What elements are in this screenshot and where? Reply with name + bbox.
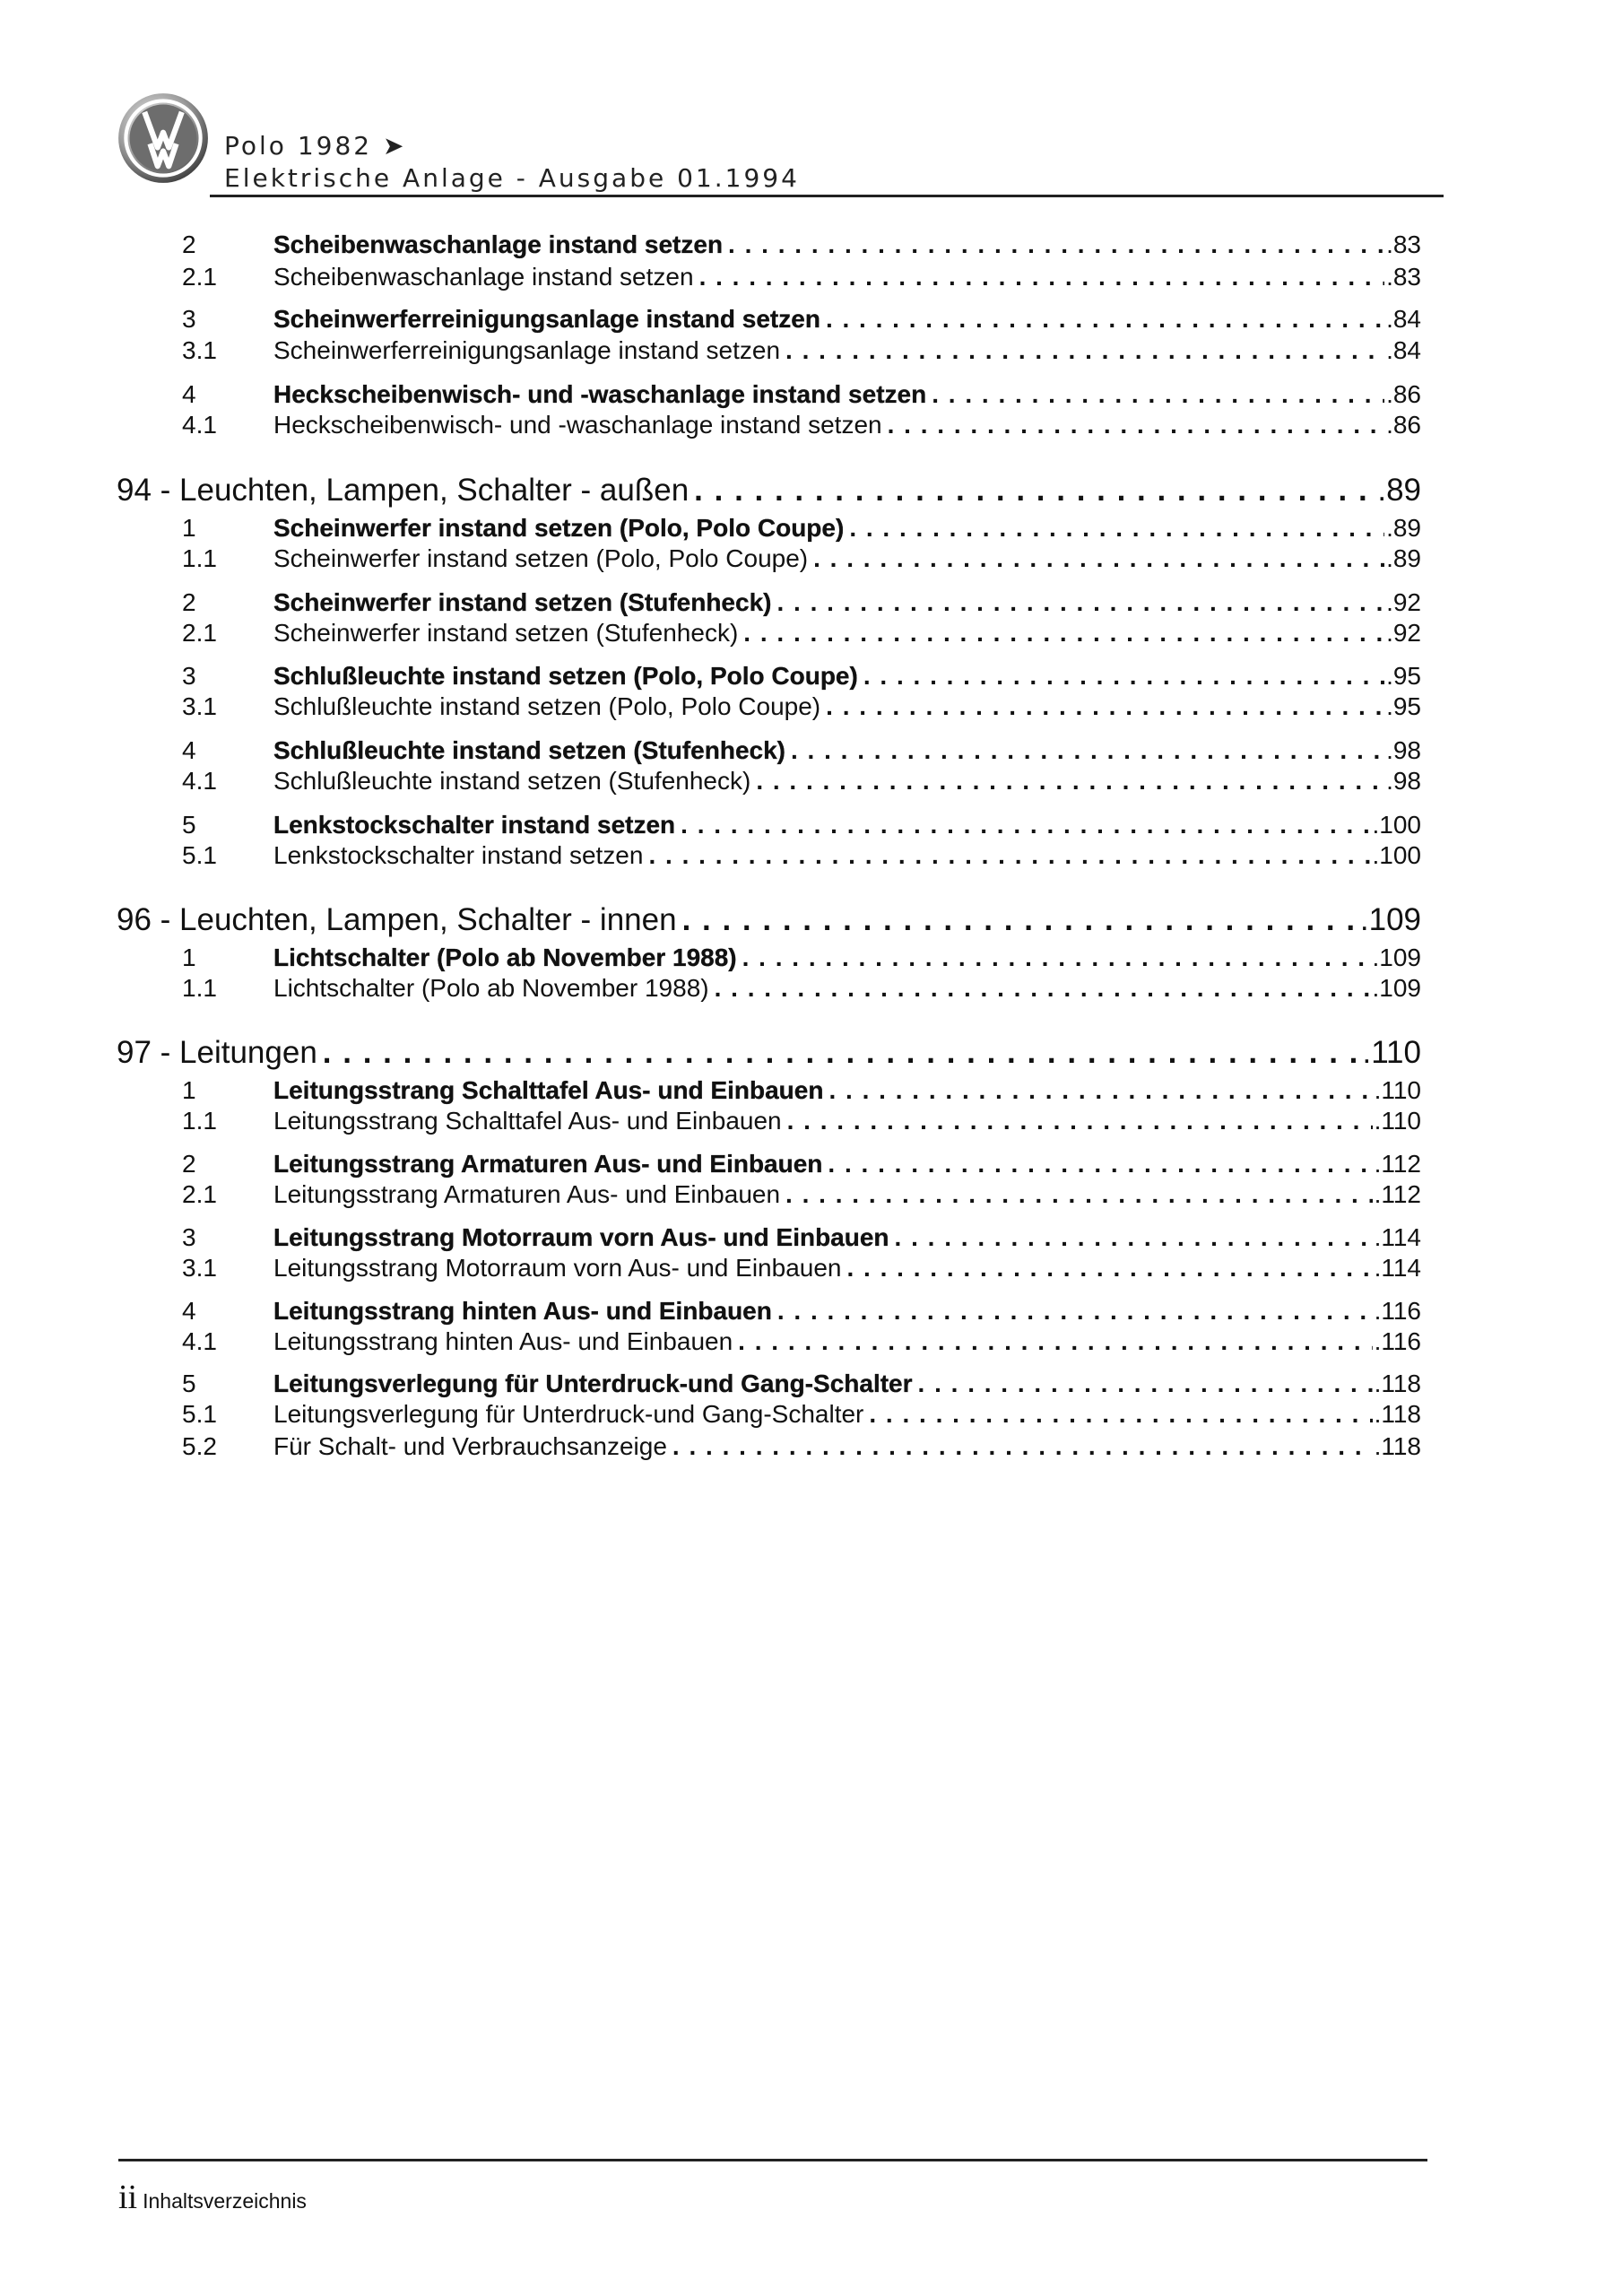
toc-entry-title: Lichtschalter (Polo ab November 1988) — [273, 974, 709, 1002]
header-divider — [210, 195, 1444, 197]
toc-entry[interactable] — [182, 841, 1421, 877]
toc-dot-leader — [895, 1223, 1373, 1252]
toc-entry-number: 4.1 — [182, 1327, 217, 1355]
toc-entry-title: Leitungsstrang hinten Aus- und Einbauen — [273, 1327, 733, 1355]
toc-entry-number: 1.1 — [182, 544, 217, 572]
toc-entry-page: .110 — [1362, 1035, 1421, 1070]
toc-dot-leader — [918, 1370, 1373, 1398]
toc-dot-leader — [682, 902, 1358, 938]
toc-entry-number: 1 — [182, 514, 196, 542]
toc-dot-leader — [863, 662, 1384, 691]
toc-dot-leader — [323, 1035, 1361, 1071]
toc-chapter-entry[interactable] — [117, 902, 1421, 938]
toc-dot-leader — [826, 305, 1384, 334]
toc-entry-page: .110 — [1374, 1076, 1421, 1104]
toc-entry-page: .89 — [1377, 473, 1421, 508]
toc-entry-title: 94 - Leuchten, Lampen, Schalter - außen — [117, 473, 690, 508]
toc-entry-page: .84 — [1386, 305, 1421, 333]
toc-entry-page: .86 — [1386, 380, 1421, 408]
toc-entry-number: 1 — [182, 1076, 196, 1104]
toc-entry-page: .86 — [1386, 411, 1421, 439]
toc-entry[interactable] — [182, 974, 1421, 1010]
toc-entry-number: 4 — [182, 1297, 196, 1325]
toc-entry-number: 1 — [182, 944, 196, 971]
toc-entry-title: Heckscheibenwisch- und -waschanlage instand setzen — [273, 411, 882, 439]
toc-entry[interactable] — [182, 1327, 1421, 1363]
toc-entry-page: .116 — [1374, 1327, 1421, 1355]
toc-entry-page: .92 — [1386, 619, 1421, 647]
footer-label: Inhaltsverzeichnis — [143, 2189, 307, 2213]
toc-entry-page: .118 — [1374, 1370, 1421, 1397]
toc-entry-page: .92 — [1386, 588, 1421, 616]
toc-dot-leader — [672, 1432, 1373, 1461]
toc-entry-number: 3.1 — [182, 1254, 217, 1282]
toc-dot-leader — [847, 1254, 1373, 1283]
toc-entry-title: Scheinwerfer instand setzen (Polo, Polo Coupe) — [273, 514, 845, 542]
toc-entry-title: 97 - Leitungen — [117, 1035, 317, 1070]
toc-entry-title: Leitungsverlegung für Unterdruck-und Gang-Schalter — [273, 1370, 913, 1397]
toc-entry-title: Leitungsverlegung für Unterdruck-und Gang-Schalter — [273, 1400, 864, 1428]
toc-entry-number: 5.1 — [182, 1400, 217, 1428]
toc-entry[interactable] — [182, 336, 1421, 372]
toc-entry-page: .116 — [1374, 1297, 1421, 1325]
toc-dot-leader — [785, 1180, 1373, 1209]
toc-entry-page: .110 — [1374, 1107, 1421, 1135]
toc-entry-title: Scheinwerfer instand setzen (Stufenheck) — [273, 619, 739, 647]
toc-dot-leader — [694, 473, 1375, 509]
toc-entry[interactable] — [182, 1107, 1421, 1143]
toc-entry-title: Schlußleuchte instand setzen (Stufenheck) — [273, 767, 751, 795]
toc-entry-number: 5.2 — [182, 1432, 217, 1460]
toc-dot-leader — [681, 811, 1370, 839]
toc-entry[interactable] — [182, 1432, 1421, 1468]
toc-dot-leader — [699, 263, 1385, 291]
toc-entry-title: Schlußleuchte instand setzen (Polo, Polo Coupe) — [273, 692, 821, 720]
toc-entry[interactable] — [182, 1254, 1421, 1290]
document-title: Polo 1982 ➤ — [224, 131, 407, 161]
page-footer — [118, 2178, 307, 2217]
toc-chapter-entry[interactable] — [117, 473, 1421, 509]
toc-entry-page: .95 — [1386, 662, 1421, 690]
toc-dot-leader — [828, 1150, 1372, 1178]
toc-entry-page: .114 — [1374, 1254, 1421, 1282]
toc-entry-number: 3.1 — [182, 692, 217, 720]
toc-entry-title: Leitungsstrang Schalttafel Aus- und Einbauen — [273, 1076, 824, 1104]
toc-entry-number: 1.1 — [182, 1107, 217, 1135]
toc-dot-leader — [777, 1297, 1373, 1326]
toc-dot-leader — [742, 944, 1371, 972]
toc-entry-page: .109 — [1372, 974, 1421, 1002]
vw-logo-icon — [117, 91, 210, 185]
toc-entry-number: 4 — [182, 380, 196, 408]
toc-entry-title: Schlußleuchte instand setzen (Stufenheck) — [273, 736, 785, 764]
toc-entry[interactable] — [182, 1400, 1421, 1436]
toc-entry-page: .84 — [1386, 336, 1421, 364]
toc-dot-leader — [648, 841, 1370, 870]
toc-entry[interactable] — [182, 305, 1421, 341]
toc-entry-number: 4.1 — [182, 411, 217, 439]
toc-entry-title: Scheibenwaschanlage instand setzen — [273, 230, 724, 258]
toc-entry-page: .83 — [1386, 263, 1421, 291]
toc-entry-number: 4.1 — [182, 767, 217, 795]
toc-entry-number: 3 — [182, 1223, 196, 1251]
toc-entry-title: Lenkstockschalter instand setzen — [273, 841, 644, 869]
toc-dot-leader — [776, 588, 1384, 617]
toc-entry-title: Schlußleuchte instand setzen (Polo, Polo Coupe) — [273, 662, 858, 690]
toc-entry-title: Leitungsstrang Armaturen Aus- und Einbauen — [273, 1150, 823, 1178]
toc-entry-page: .109 — [1359, 902, 1421, 937]
toc-entry-page: .98 — [1386, 736, 1421, 764]
toc-entry[interactable] — [182, 411, 1421, 447]
toc-entry-page: .114 — [1374, 1223, 1421, 1251]
toc-entry-number: 1.1 — [182, 974, 217, 1002]
toc-entry[interactable] — [182, 1180, 1421, 1216]
toc-entry[interactable] — [182, 544, 1421, 580]
toc-dot-leader — [787, 1107, 1373, 1135]
toc-dot-leader — [849, 514, 1384, 543]
toc-entry-title: Für Schalt- und Verbrauchsanzeige — [273, 1432, 667, 1460]
toc-entry-number: 4 — [182, 736, 196, 764]
toc-dot-leader — [785, 336, 1384, 365]
toc-entry-title: Leitungsstrang Motorraum vorn Aus- und Einbauen — [273, 1254, 842, 1282]
toc-entry-number: 5 — [182, 1370, 196, 1397]
toc-entry-number: 2.1 — [182, 619, 217, 647]
toc-dot-leader — [869, 1400, 1372, 1429]
toc-entry[interactable] — [182, 767, 1421, 803]
footer-divider — [118, 2159, 1427, 2161]
toc-entry-page: .89 — [1386, 544, 1421, 572]
toc-entry-title: Scheinwerfer instand setzen (Stufenheck) — [273, 588, 772, 616]
toc-entry[interactable] — [182, 692, 1421, 728]
toc-entry-title: Lenkstockschalter instand setzen — [273, 811, 676, 839]
toc-entry-title: Scheibenwaschanlage instand setzen — [273, 263, 694, 291]
toc-entry-number: 3.1 — [182, 336, 217, 364]
toc-entry-title: Scheinwerferreinigungsanlage instand setzen — [273, 336, 781, 364]
toc-entry-number: 3 — [182, 305, 196, 333]
toc-entry-title: Heckscheibenwisch- und -waschanlage instand setzen — [273, 380, 927, 408]
toc-entry-page: .89 — [1386, 514, 1421, 542]
toc-entry-number: 3 — [182, 662, 196, 690]
toc-entry-title: Leitungsstrang Armaturen Aus- und Einbauen — [273, 1180, 781, 1208]
toc-entry-page: .98 — [1386, 767, 1421, 795]
toc-entry-number: 2 — [182, 588, 196, 616]
toc-entry-number: 5.1 — [182, 841, 217, 869]
toc-entry-page: .95 — [1386, 692, 1421, 720]
toc-entry-title: Scheinwerferreinigungsanlage instand setzen — [273, 305, 820, 333]
toc-dot-leader — [743, 619, 1384, 648]
toc-entry-page: .118 — [1374, 1400, 1421, 1428]
toc-dot-leader — [791, 736, 1384, 765]
toc-entry-number: 2.1 — [182, 263, 217, 291]
toc-entry-title: Lichtschalter (Polo ab November 1988) — [273, 944, 737, 971]
toc-entry[interactable] — [182, 230, 1421, 266]
document-subtitle: Elektrische Anlage - Ausgabe 01.1994 — [224, 163, 800, 193]
toc-dot-leader — [828, 1076, 1372, 1105]
toc-chapter-entry[interactable] — [117, 1035, 1421, 1071]
toc-entry-number: 2.1 — [182, 1180, 217, 1208]
toc-entry-number: 2 — [182, 1150, 196, 1178]
toc-entry-page: .112 — [1374, 1180, 1421, 1208]
toc-entry-page: .118 — [1374, 1432, 1421, 1460]
page-number: ii — [118, 2179, 138, 2216]
toc-dot-leader — [738, 1327, 1372, 1356]
toc-dot-leader — [756, 767, 1384, 796]
toc-entry-number: 5 — [182, 811, 196, 839]
toc-entry[interactable] — [182, 263, 1421, 299]
toc-dot-leader — [728, 230, 1384, 259]
toc-entry-title: Leitungsstrang Motorraum vorn Aus- und Einbauen — [273, 1223, 889, 1251]
toc-entry-title: Scheinwerfer instand setzen (Polo, Polo Coupe) — [273, 544, 809, 572]
toc-entry[interactable] — [182, 619, 1421, 655]
toc-entry-page: .100 — [1372, 811, 1421, 839]
toc-entry-title: Leitungsstrang hinten Aus- und Einbauen — [273, 1297, 772, 1325]
toc-dot-leader — [888, 411, 1384, 439]
toc-entry-page: .100 — [1372, 841, 1421, 869]
toc-entry-page: .112 — [1374, 1150, 1421, 1178]
toc-entry-title: Leitungsstrang Schalttafel Aus- und Einbauen — [273, 1107, 782, 1135]
toc-entry-title: 96 - Leuchten, Lampen, Schalter - innen — [117, 902, 677, 937]
toc-entry-number: 2 — [182, 230, 196, 258]
toc-entry-page: .109 — [1372, 944, 1421, 971]
toc-dot-leader — [826, 692, 1384, 721]
page-header — [117, 91, 1444, 197]
toc-dot-leader — [715, 974, 1371, 1003]
toc-entry-page: .83 — [1386, 230, 1421, 258]
toc-dot-leader — [932, 380, 1384, 409]
toc-dot-leader — [813, 544, 1384, 573]
